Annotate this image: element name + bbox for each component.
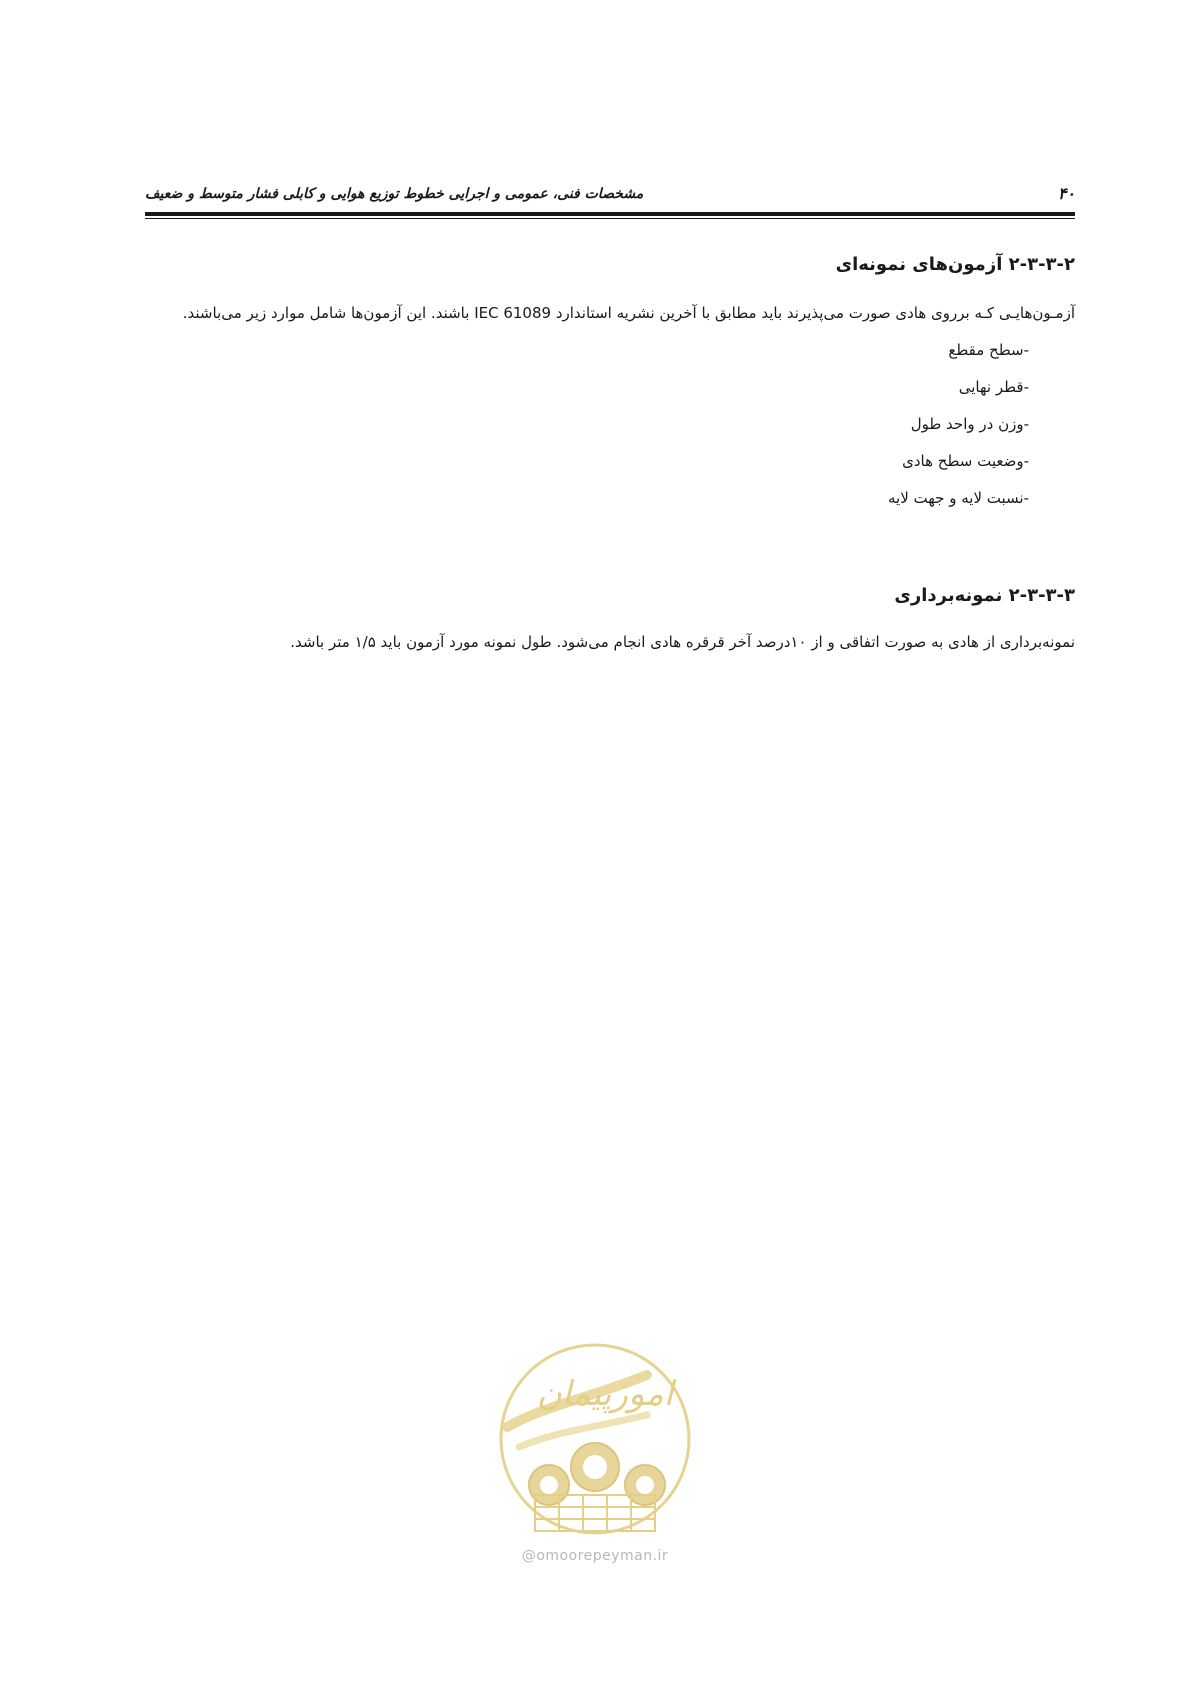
- list-item: -سطح مقطع: [948, 341, 1029, 359]
- header-title: مشخصات فنی، عمومی و اجرایی خطوط توزیع هوایی و کابلی فشار متوسط و ضعیف: [145, 186, 644, 202]
- watermark-logo: [497, 1335, 693, 1545]
- logo-lettering: امورپیمان: [536, 1374, 674, 1414]
- list-item: -قطر نهایی: [958, 378, 1029, 396]
- test-list: [145, 332, 1075, 517]
- list-item: -وزن در واحد طول: [910, 415, 1029, 433]
- section-paragraph: آزمـون‌هایـی کـه برروی هادی صورت می‌پذیرند باید مطابق با آخرین نشریه استاندارد IEC 61089 باشند. این آزمون‌ها شامل موارد زیر می‌باشند.: [182, 304, 1075, 322]
- header-rule-thin: [145, 218, 1075, 219]
- section-sampling: [145, 581, 1075, 657]
- section-sample-tests: [145, 250, 1075, 517]
- page-content: [145, 250, 1075, 657]
- list-item: -نسبت لایه و جهت لایه: [888, 489, 1029, 507]
- list-item: -وضعیت سطح هادی: [902, 452, 1029, 470]
- page-number: ۴۰: [1057, 184, 1075, 203]
- section-heading: ۲-۳-۳-۲ آزمون‌های نمونه‌ای: [835, 254, 1075, 275]
- section-heading: ۲-۳-۳-۳ نمونه‌برداری: [894, 585, 1075, 606]
- watermark-caption: @omoorepeyman.ir: [521, 1548, 669, 1564]
- header-rule-thick: [145, 212, 1075, 216]
- section-paragraph: نمونه‌برداری از هادی به صورت اتفاقی و از ۱۰درصد آخر قرقره هادی انجام می‌شود. طول نمونه مورد آزمون باید ۱/۵ متر باشد.: [290, 633, 1075, 651]
